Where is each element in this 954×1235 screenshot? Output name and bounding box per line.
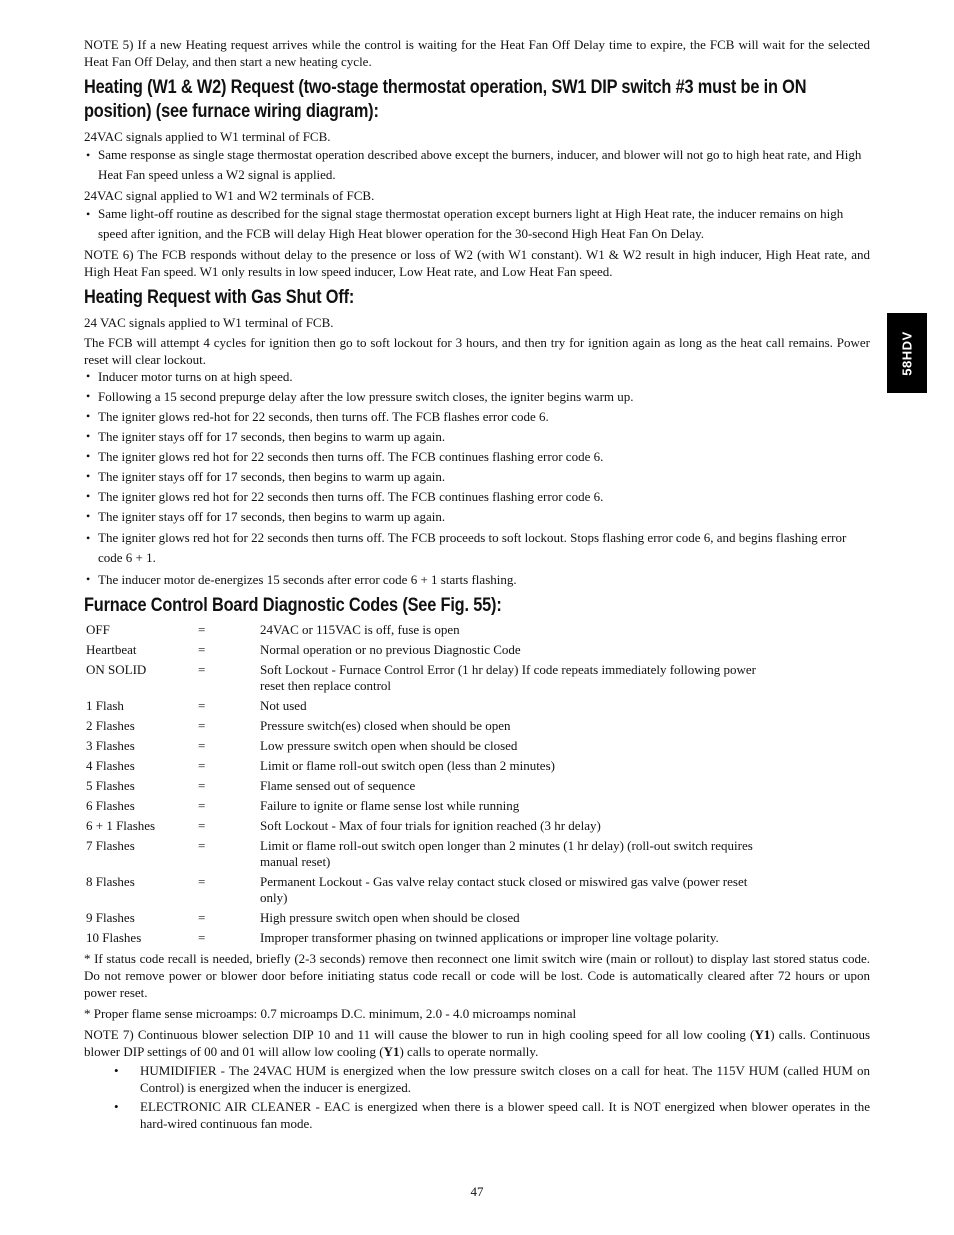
code-cell: 2 Flashes: [86, 718, 135, 733]
equals-cell: =: [198, 738, 206, 753]
page-content: [84, 36, 870, 1134]
note-6: NOTE 6) The FCB responds without delay to the presence or loss of W2 (with W1 constant). W1 & W2 result in high inducer, High Heat rate, and High Heat Fan speed. W1 only results in low speed inducer, Low Heat rate, and Low Heat Fan speed.: [84, 247, 870, 279]
two-stage-list-2: [84, 204, 870, 244]
note-5: NOTE 5) If a new Heating request arrives while the control is waiting for the Heat Fan Off Delay time to expire, the FCB will wait for the selected Heat Fan Off Delay, and then start a new heating cycle.: [84, 37, 870, 69]
description-cell: Pressure switch(es) closed when should be open: [260, 718, 511, 733]
description-cell: Low pressure switch open when should be closed: [260, 738, 518, 753]
note-7-text: ) calls. Continuous blower DIP settings of 00 and 01 will allow low cooling (: [84, 1027, 871, 1059]
table-row: [84, 718, 760, 738]
equals-cell: =: [198, 698, 206, 713]
table-row: [84, 874, 760, 910]
equals-cell: =: [198, 910, 206, 925]
code-cell: 1 Flash: [86, 698, 124, 713]
page-number: 47: [470, 1184, 484, 1199]
code-cell: 9 Flashes: [86, 910, 135, 925]
code-cell: 4 Flashes: [86, 758, 135, 773]
note-7: [84, 1026, 870, 1060]
model-label: 58HDV: [899, 330, 915, 376]
status-recall-note: * If status code recall is needed, briefly (2‑3 seconds) remove then reconnect one limit switch wire (main or rollout) to display last stored status code. Do not remove power or blower door before initiating status code recall or code will be lost. Code is automatically cleared after 72 hours or upon power reset.: [84, 951, 870, 1000]
code-cell: 6 + 1 Flashes: [86, 818, 156, 833]
list-item: • Same response as single stage thermostat operation described above except the burners, inducer, and blower will not go to high heat rate, and High Heat Fan speed unless a W2 signal is applied.: [84, 145, 870, 185]
table-row: [84, 622, 760, 642]
code-cell: 6 Flashes: [86, 798, 135, 813]
table-row: [84, 698, 760, 718]
list-item: • Same light‑off routine as described for the signal stage thermostat operation except burners light at High Heat rate, the inducer remains on high speed after ignition, and the FCB will delay High Heat blower operation for the 30‑second High Heat Fan On Delay.: [84, 204, 870, 244]
list-item: • The igniter glows red hot for 22 seconds then turns off. The FCB continues flashing error code 6.: [84, 448, 870, 465]
description-cell: Improper transformer phasing on twinned applications or improper line voltage polarity.: [260, 930, 719, 945]
diagnostic-codes-table: [84, 622, 760, 950]
table-row: [84, 662, 760, 698]
list-item: • The igniter glows red‑hot for 22 seconds, then turns off. The FCB flashes error code 6.: [84, 408, 870, 425]
equals-cell: =: [198, 818, 206, 833]
list-item: • The igniter stays off for 17 seconds, then begins to warm up again.: [84, 508, 870, 525]
table-row: [84, 930, 760, 950]
list-item: • The igniter glows red hot for 22 seconds then turns off. The FCB continues flashing error code 6.: [84, 488, 870, 505]
equals-cell: =: [198, 718, 206, 733]
heading-gas-shutoff: Heating Request with Gas Shut Off:: [84, 287, 355, 308]
note-7-text: ) calls to operate normally.: [399, 1044, 539, 1059]
gas-sequence-list: [84, 368, 870, 588]
equals-cell: =: [198, 642, 206, 657]
equals-cell: =: [198, 622, 206, 637]
table-row: [84, 798, 760, 818]
description-cell: Limit or flame roll-out switch open longer than 2 minutes (1 hr delay) (roll-out switch requires manual reset): [260, 838, 753, 869]
description-cell: High pressure switch open when should be closed: [260, 910, 520, 925]
equals-cell: =: [198, 930, 206, 945]
description-cell: Soft Lockout - Max of four trials for ignition reached (3 hr delay): [260, 818, 601, 833]
equals-cell: =: [198, 758, 206, 773]
description-cell: Failure to ignite or flame sense lost while running: [260, 798, 520, 813]
code-cell: ON SOLID: [86, 662, 147, 677]
list-item: • Following a 15 second prepurge delay after the low pressure switch closes, the igniter begins warm up.: [84, 388, 870, 405]
code-cell: Heartbeat: [86, 642, 137, 657]
table-row: [84, 738, 760, 758]
table-row: [84, 778, 760, 798]
table-row: [84, 818, 760, 838]
two-stage-signal-w1-w2: 24VAC signal applied to W1 and W2 terminals of FCB.: [84, 188, 375, 203]
code-cell: 8 Flashes: [86, 874, 135, 889]
description-cell: 24VAC or 115VAC is off, fuse is open: [260, 622, 460, 637]
equals-cell: =: [198, 778, 206, 793]
note-7-text: NOTE 7) Continuous blower selection DIP 10 and 11 will cause the blower to run in high cooling speed for all low cooling (: [84, 1027, 755, 1042]
gas-signal: 24 VAC signals applied to W1 terminal of FCB.: [84, 315, 334, 330]
description-cell: Flame sensed out of sequence: [260, 778, 416, 793]
description-cell: Soft Lockout - Furnace Control Error (1 hr delay) If code repeats immediately following power reset then replace control: [260, 662, 757, 693]
y1-label: Y1: [383, 1044, 400, 1059]
gas-attempts: The FCB will attempt 4 cycles for ignition then go to soft lockout for 3 hours, and then try for ignition again as long as the heat call remains. Power reset will clear lockout.: [84, 335, 870, 367]
code-cell: 10 Flashes: [86, 930, 142, 945]
code-cell: 5 Flashes: [86, 778, 135, 793]
accessory-list: [84, 1062, 870, 1132]
table-row: [84, 758, 760, 778]
table-row: [84, 838, 760, 874]
equals-cell: =: [198, 838, 206, 853]
two-stage-list-1: [84, 145, 870, 185]
heading-two-stage: Heating (W1 & W2) Request (two‑stage thermostat operation, SW1 DIP switch #3 must be in ON position) (see furnace wiring diagram):: [84, 77, 807, 122]
equals-cell: =: [198, 662, 206, 677]
description-cell: Permanent Lockout - Gas valve relay contact stuck closed or miswired gas valve (power reset only): [260, 874, 748, 905]
heading-diagnostic-codes: Furnace Control Board Diagnostic Codes (See Fig. 55):: [84, 595, 502, 616]
table-row: [84, 910, 760, 930]
description-cell: Limit or flame roll-out switch open (less than 2 minutes): [260, 758, 555, 773]
list-item: • The igniter stays off for 17 seconds, then begins to warm up again.: [84, 428, 870, 445]
list-item: • HUMIDIFIER ‑ The 24VAC HUM is energized when the low pressure switch closes on a call for heat. The 115V HUM (called HUM on Control) is energized when the inducer is energized.: [84, 1062, 870, 1096]
list-item: • The igniter stays off for 17 seconds, then begins to warm up again.: [84, 468, 870, 485]
code-cell: 3 Flashes: [86, 738, 135, 753]
code-cell: 7 Flashes: [86, 838, 135, 853]
two-stage-signal-w1: 24VAC signals applied to W1 terminal of FCB.: [84, 129, 331, 144]
code-cell: OFF: [86, 622, 110, 637]
table-row: [84, 642, 760, 662]
y1-label: Y1: [754, 1027, 771, 1042]
list-item: • Inducer motor turns on at high speed.: [84, 368, 870, 385]
model-side-tab: [887, 313, 927, 393]
list-item: • The igniter glows red hot for 22 seconds then turns off. The FCB proceeds to soft lockout. Stops flashing error code 6, and begins flashing error code 6 + 1.: [84, 528, 870, 568]
description-cell: Normal operation or no previous Diagnostic Code: [260, 642, 521, 657]
flame-sense-note: * Proper flame sense microamps: 0.7 microamps D.C. minimum, 2.0 ‑ 4.0 microamps nominal: [84, 1006, 577, 1021]
equals-cell: =: [198, 798, 206, 813]
list-item: • The inducer motor de‑energizes 15 seconds after error code 6 + 1 starts flashing.: [84, 571, 870, 588]
equals-cell: =: [198, 874, 206, 889]
description-cell: Not used: [260, 698, 307, 713]
list-item: • ELECTRONIC AIR CLEANER ‑ EAC is energized when there is a blower speed call. It is NOT energized when blower operates in the hard‑wired continuous fan mode.: [84, 1098, 870, 1132]
